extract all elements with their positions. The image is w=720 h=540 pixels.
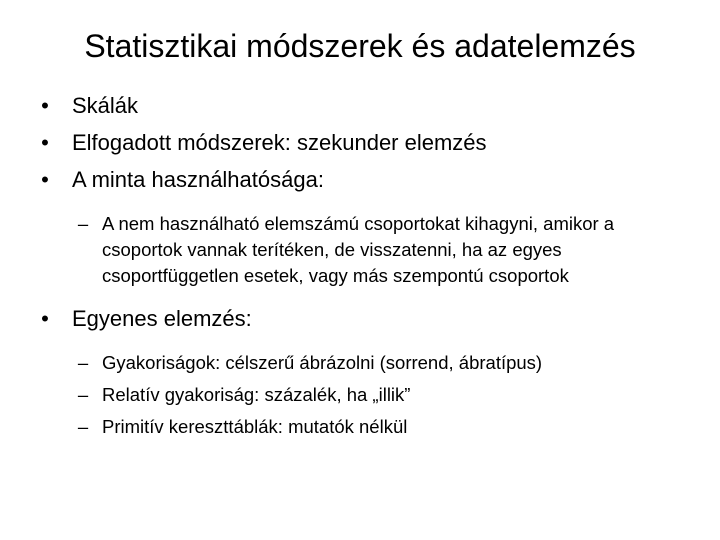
sub-item-text: Gyakoriságok: célszerű ábrázolni (sorrend, ábratípus) xyxy=(102,352,543,373)
bullet-text: Egyenes elemzés: xyxy=(72,306,252,331)
bullet-icon: • xyxy=(41,167,49,192)
slide-body xyxy=(36,92,684,446)
dash-icon: – xyxy=(77,213,89,234)
dash-icon: – xyxy=(77,416,89,437)
bullet-text: Skálák xyxy=(72,93,139,118)
bullet-text: A minta használhatósága: xyxy=(72,167,324,192)
sub-item-crosstabs xyxy=(36,414,684,440)
bullet-item-direct-analysis xyxy=(36,305,684,332)
sub-item-frequencies xyxy=(36,350,684,376)
sub-item-exclude-groups xyxy=(36,211,662,289)
sub-item-text: A nem használható elemszámú csoportokat kihagyni, amikor a csoportok vannak terítéken, de visszatenni, ha az egyes csoportfüggetlen esetek, vagy más szempontú csoportok xyxy=(102,213,615,286)
sub-item-text: Relatív gyakoriság: százalék, ha „illik” xyxy=(102,384,411,405)
sub-item-relative-frequency xyxy=(36,382,684,408)
bullet-item-accepted-methods xyxy=(36,129,684,156)
slide-title: Statisztikai módszerek és adatelemzés xyxy=(84,28,636,64)
bullet-item-sample-usability xyxy=(36,166,684,193)
bullet-text: Elfogadott módszerek: szekunder elemzés xyxy=(72,130,487,155)
bullet-icon: • xyxy=(41,130,49,155)
bullet-icon: • xyxy=(41,93,49,118)
bullet-icon: • xyxy=(41,306,49,331)
bullet-item-scales xyxy=(36,92,684,119)
dash-icon: – xyxy=(77,384,89,405)
dash-icon: – xyxy=(77,352,89,373)
sub-item-text: Primitív kereszttáblák: mutatók nélkül xyxy=(102,416,408,437)
